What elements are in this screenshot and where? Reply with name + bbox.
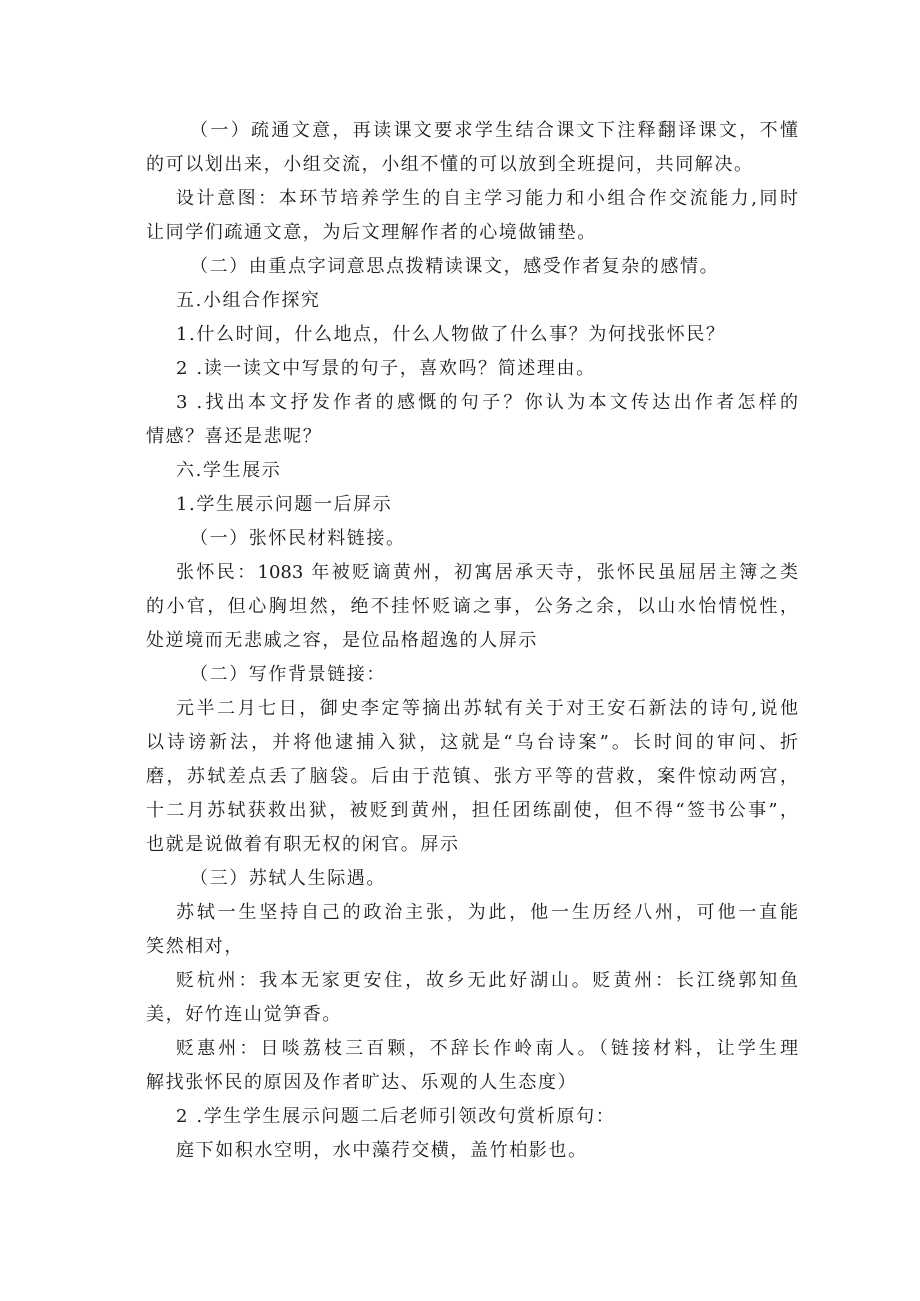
- paragraph-line: 情感？喜还是悲呢？: [146, 426, 323, 447]
- paragraph-line: 也就是说做着有职无权的闲官。屏示: [146, 834, 460, 855]
- paragraph-line: （一）疏通文意，再读课文要求学生结合课文下注释翻译课文，不懂: [190, 120, 798, 141]
- document-page: [0, 114, 920, 1168]
- paragraph-line: 解找张怀民的原因及作者旷达、乐观的人生态度）: [146, 1072, 578, 1093]
- paragraph-line: 苏轼一生坚持自己的政治主张，为此，他一生历经八州，可他一直能: [176, 902, 798, 923]
- paragraph-line: （二）由重点字词意思点拨精读课文，感受作者复杂的感情。: [190, 256, 720, 277]
- subheading: （二）写作背景链接：: [190, 664, 386, 685]
- paragraph-line: 磨，苏轼差点丢了脑袋。后由于范镇、张方平等的营救，案件惊动两宫，: [146, 766, 798, 787]
- section-heading: 五.小组合作探究: [176, 290, 321, 311]
- paragraph-line: 2 .学生学生展示问题二后老师引领改句赏析原句：: [176, 1106, 616, 1127]
- subheading: （三）苏轼人生际遇。: [190, 868, 386, 889]
- paragraph-line: 让同学们疏通文意，为后文理解作者的心境做铺垫。: [146, 222, 597, 243]
- paragraph-line: 的可以划出来，小组交流，小组不懂的可以放到全班提问，共同解决。: [146, 154, 754, 175]
- paragraph-line: 以诗谤新法，并将他逮捕入狱，这就是“乌台诗案”。长时间的审问、折: [146, 732, 798, 753]
- paragraph-line: 设计意图：本环节培养学生的自主学习能力和小组合作交流能力,同时: [176, 188, 798, 209]
- paragraph-line: 的小官，但心胸坦然，绝不挂怀贬谪之事，公务之余，以山水怡情悦性，: [146, 596, 798, 617]
- paragraph-line: 张怀民：1083 年被贬谪黄州，初寓居承天寺，张怀民虽屈居主簿之类: [176, 562, 798, 583]
- paragraph-line: 美，好竹连山觉笋香。: [146, 1004, 342, 1025]
- question-item: 2 .读一读文中写景的句子，喜欢吗？简述理由。: [176, 358, 596, 379]
- question-item: 3 .找出本文抒发作者的感慨的句子？你认为本文传达出作者怎样的: [176, 392, 798, 413]
- quoted-sentence: 庭下如积水空明，水中藻荇交横，盖竹柏影也。: [176, 1140, 588, 1161]
- paragraph-line: 贬杭州：我本无家更安住，故乡无此好湖山。贬黄州：长江绕郭知鱼: [176, 970, 798, 991]
- paragraph-line: 贬惠州：日啖荔枝三百颗，不辞长作岭南人。（链接材料，让学生理: [176, 1038, 798, 1059]
- question-item: 1.什么时间，什么地点，什么人物做了什么事？为何找张怀民？: [176, 324, 726, 345]
- paragraph-line: 处逆境而无悲戚之容，是位品格超逸的人屏示: [146, 630, 538, 651]
- paragraph-line: 十二月苏轼获救出狱，被贬到黄州，担任团练副使，但不得“签书公事”，: [146, 800, 798, 821]
- subheading: （一）张怀民材料链接。: [190, 528, 406, 549]
- section-heading: 六.学生展示: [176, 460, 282, 481]
- paragraph-line: 1.学生展示问题一后屏示: [176, 494, 393, 515]
- paragraph-line: 笑然相对，: [146, 936, 244, 957]
- paragraph-line: 元半二月七日，御史李定等摘出苏轼有关于对王安石新法的诗句,说他: [176, 698, 798, 719]
